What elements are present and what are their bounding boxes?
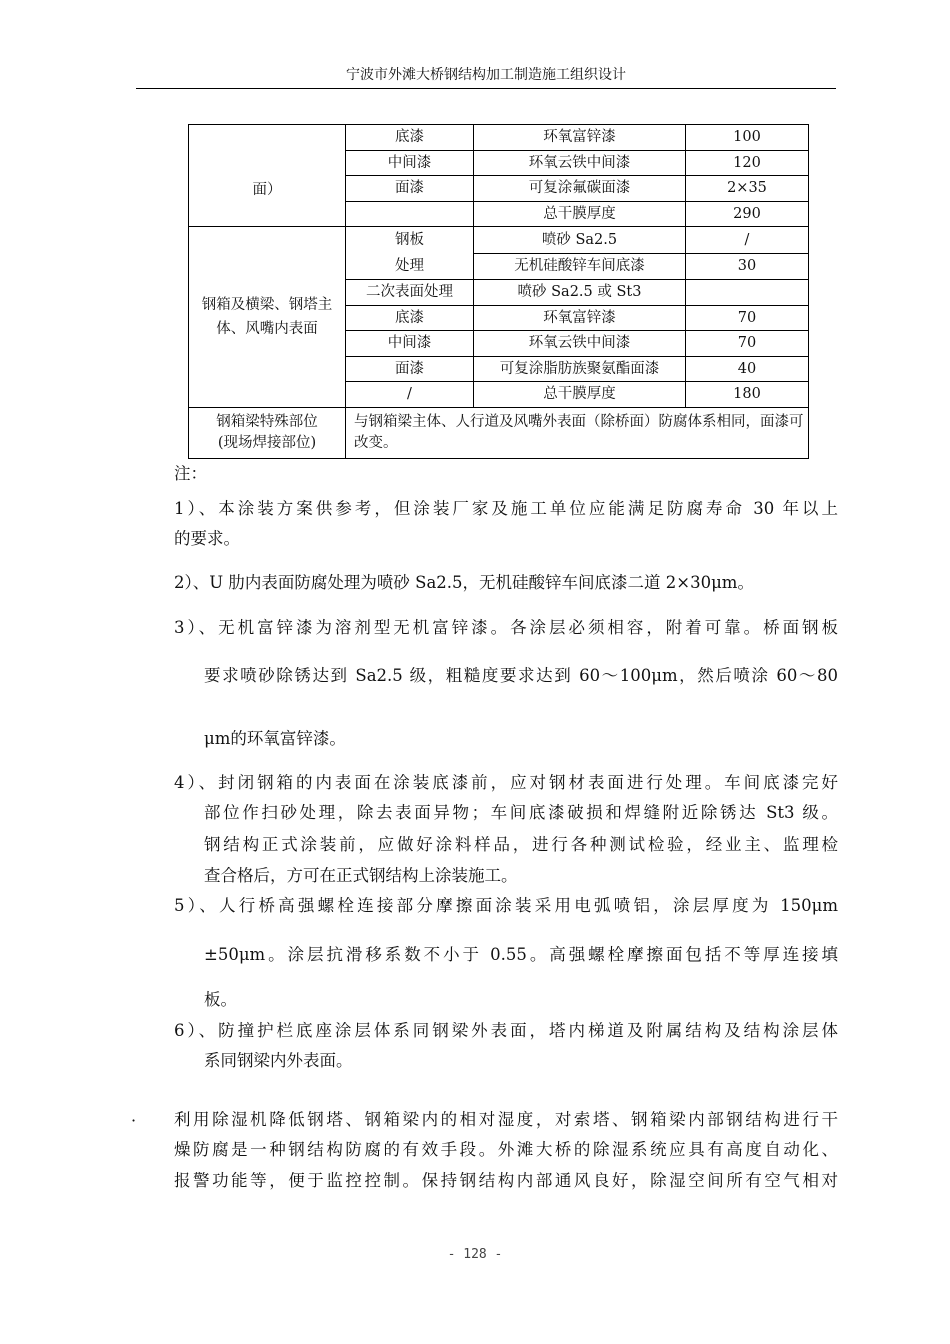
part-cell: 面） xyxy=(189,125,346,227)
note-6-line2: 系同钢梁内外表面。 xyxy=(204,1051,353,1070)
paint-cell: 环氧云铁中间漆 xyxy=(474,331,686,357)
thickness-cell: 100 xyxy=(686,125,809,151)
body-line2: 燥防腐是一种钢结构防腐的有效手段。外滩大桥的除湿系统应具有高度自动化、 xyxy=(174,1140,838,1159)
thickness-cell: 180 xyxy=(686,382,809,408)
paint-cell: 环氧富锌漆 xyxy=(474,305,686,331)
table-row xyxy=(189,125,809,151)
part-cell xyxy=(189,407,346,458)
table-row xyxy=(189,227,809,254)
note-1-line1: 1）、本涂装方案供参考，但涂装厂家及施工单位应能满足防腐寿命 30 年以上 xyxy=(174,499,838,518)
page-header: 宁波市外滩大桥钢结构加工制造施工组织设计 xyxy=(346,67,626,83)
paint-cell: 无机硅酸锌车间底漆 xyxy=(474,253,686,280)
part-label: 钢箱及横梁、钢塔主体、风嘴内表面 xyxy=(201,296,333,337)
layer-cell: 底漆 xyxy=(346,125,474,151)
thickness-cell: 40 xyxy=(686,356,809,382)
header-rule xyxy=(136,88,836,89)
note-5-line1: 5）、人行桥高强螺栓连接部分摩擦面涂装采用电弧喷铝，涂层厚度为 150μm xyxy=(174,896,838,915)
body-line3: 报警功能等，便于监控控制。保持钢结构内部通风良好，除湿空间所有空气相对 xyxy=(174,1171,838,1190)
layer-cell xyxy=(346,201,474,227)
layer-cell: 面漆 xyxy=(346,176,474,202)
paint-cell: 可复涂脂肪族聚氨酯面漆 xyxy=(474,356,686,382)
note-3-line1: 3）、无机富锌漆为溶剂型无机富锌漆。各涂层必须相容，附着可靠。桥面钢板 xyxy=(174,618,838,637)
steel-treatment-cell xyxy=(346,227,474,280)
layer-cell: 二次表面处理 xyxy=(346,280,474,306)
thickness-cell: 290 xyxy=(686,201,809,227)
paint-cell: 总干膜厚度 xyxy=(474,382,686,408)
body-line1: 利用除湿机降低钢塔、钢箱梁内的相对湿度，对索塔、钢箱梁内部钢结构进行干 xyxy=(174,1110,838,1129)
paint-cell: 环氧富锌漆 xyxy=(474,125,686,151)
note-3-line2: 要求喷砂除锈达到 Sa2.5 级，粗糙度要求达到 60～100μm，然后喷涂 60～80 xyxy=(204,666,838,685)
note-4-line4: 查合格后，方可在正式钢结构上涂装施工。 xyxy=(204,866,518,885)
note-4-line2: 部位作扫砂处理，除去表面异物；车间底漆破损和焊缝附近除锈达 St3 级。 xyxy=(204,803,838,822)
paint-cell: 环氧云铁中间漆 xyxy=(474,150,686,176)
thickness-cell: 120 xyxy=(686,150,809,176)
table-row xyxy=(189,407,809,458)
note-6-line1: 6）、防撞护栏底座涂层体系同钢梁外表面，塔内梯道及附属结构及结构涂层体 xyxy=(174,1021,838,1040)
layer-cell: 中间漆 xyxy=(346,331,474,357)
steel-treatment-line1: 钢板 xyxy=(395,232,424,248)
bullet-mark: · xyxy=(131,1111,137,1130)
layer-cell: 中间漆 xyxy=(346,150,474,176)
note-5-line2: ±50μm。涂层抗滑移系数不小于 0.55。高强螺栓摩擦面包括不等厚连接填 xyxy=(204,945,838,964)
thickness-cell: / xyxy=(686,227,809,254)
page-number: - 128 - xyxy=(447,1247,503,1262)
note-4-line1: 4）、封闭钢箱的内表面在涂装底漆前，应对钢材表面进行处理。车间底漆完好 xyxy=(174,773,838,792)
layer-cell: 面漆 xyxy=(346,356,474,382)
thickness-cell: 30 xyxy=(686,253,809,280)
thickness-cell: 2×35 xyxy=(686,176,809,202)
paint-cell: 可复涂氟碳面漆 xyxy=(474,176,686,202)
part-cell xyxy=(189,227,346,408)
paint-cell: 总干膜厚度 xyxy=(474,201,686,227)
note-5-line3: 板。 xyxy=(204,990,237,1009)
thickness-cell xyxy=(686,280,809,306)
part-label-line1: 钢箱梁特殊部位 xyxy=(216,413,318,430)
coating-table xyxy=(188,124,809,459)
thickness-cell: 70 xyxy=(686,305,809,331)
note-4-line3: 钢结构正式涂装前，应做好涂料样品，进行各种测试检验，经业主、监理检 xyxy=(204,835,838,854)
paint-cell: 喷砂 Sa2.5 或 St3 xyxy=(474,280,686,306)
paint-cell: 喷砂 Sa2.5 xyxy=(474,227,686,254)
note-2: 2）、U 肋内表面防腐处理为喷砂 Sa2.5，无机硅酸锌车间底漆二道 2×30μm。 xyxy=(174,573,754,592)
layer-cell: / xyxy=(346,382,474,408)
layer-cell: 底漆 xyxy=(346,305,474,331)
special-note-cell: 与钢箱梁主体、人行道及风嘴外表面（除桥面）防腐体系相同，面漆可改变。 xyxy=(346,407,809,458)
steel-treatment-line2: 处理 xyxy=(395,258,424,274)
thickness-cell: 70 xyxy=(686,331,809,357)
part-label-line2: (现场焊接部位) xyxy=(217,434,317,451)
note-3-line3: μm的环氧富锌漆。 xyxy=(204,729,346,748)
notes-title: 注： xyxy=(174,464,207,483)
note-1-line2: 的要求。 xyxy=(174,529,240,548)
